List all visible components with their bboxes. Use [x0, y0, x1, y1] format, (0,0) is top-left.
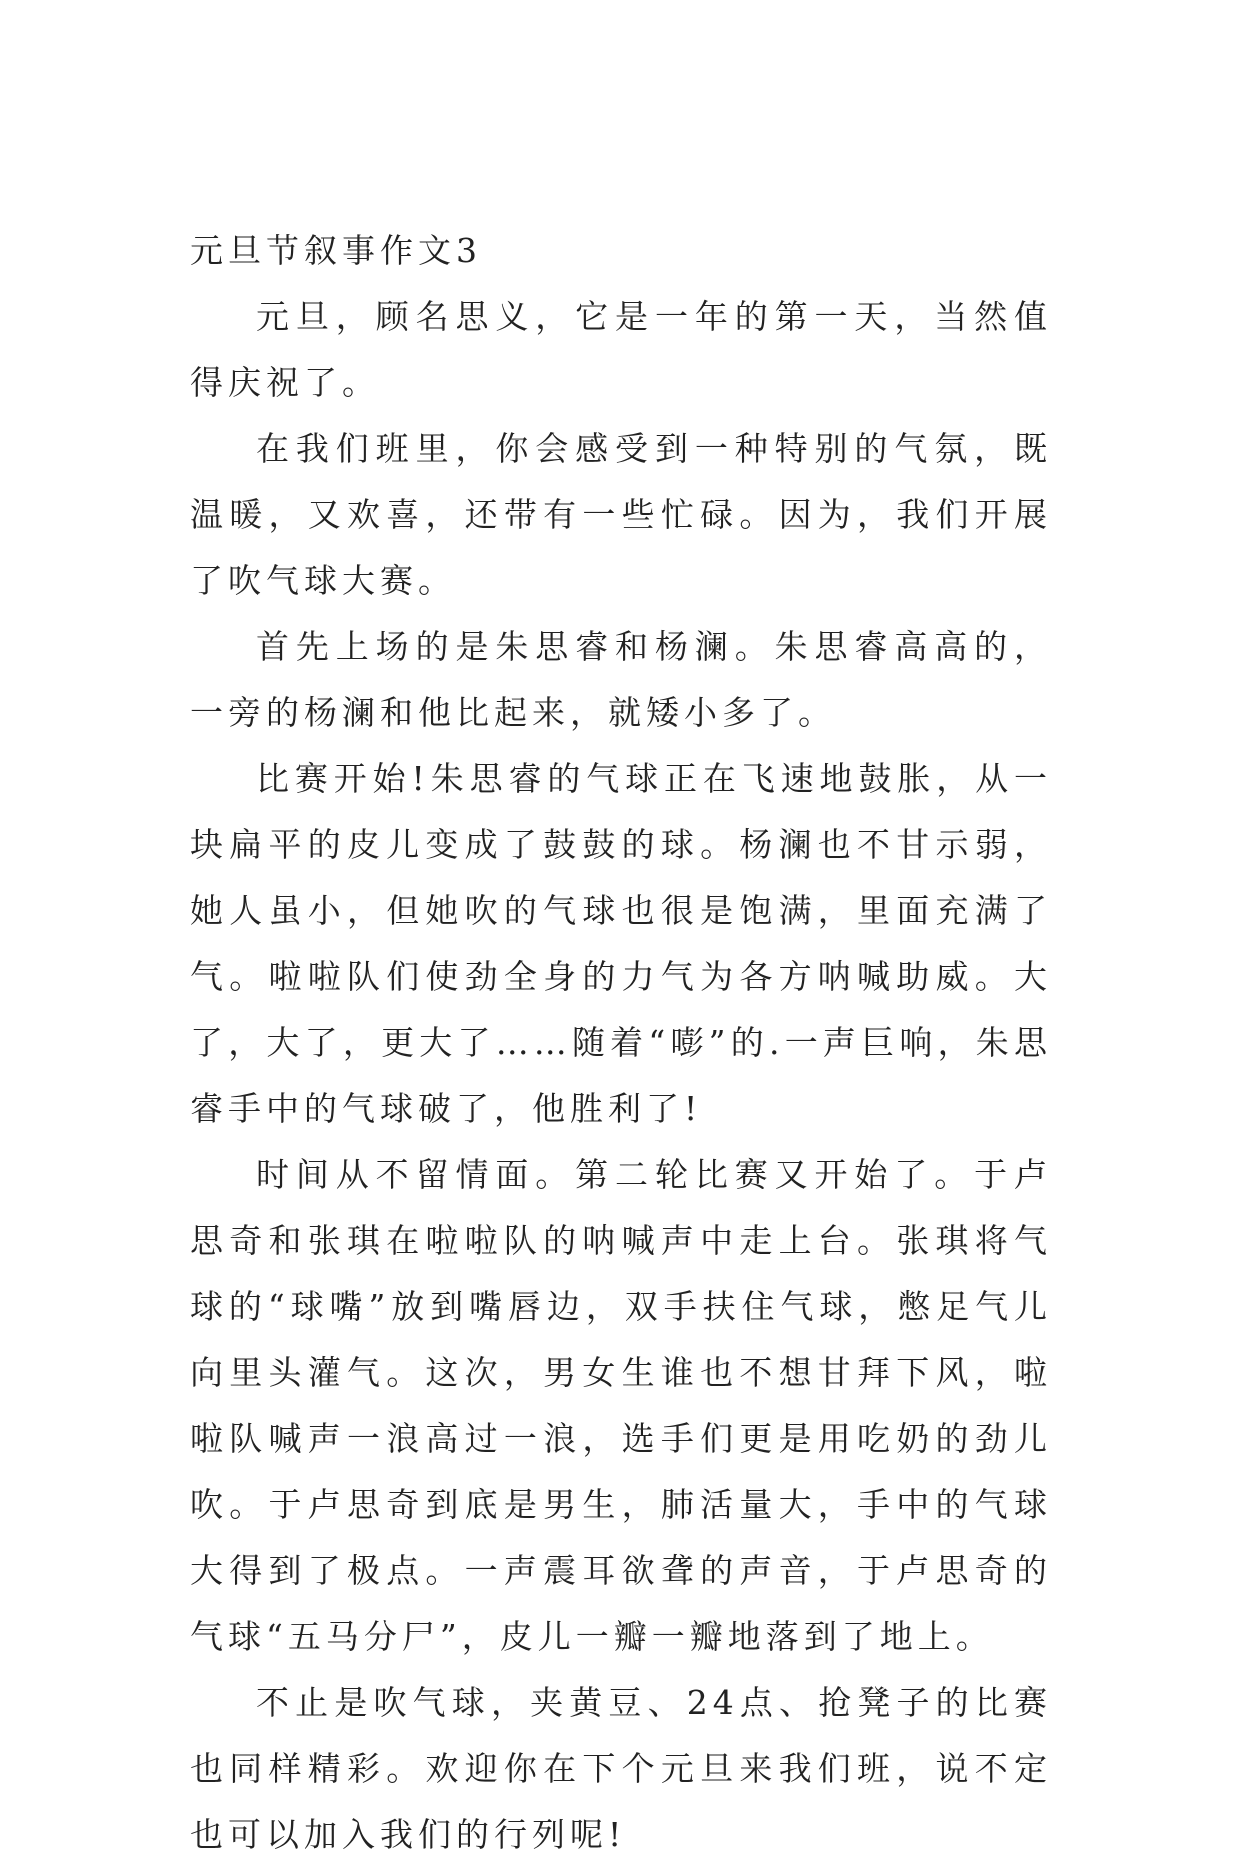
document-body — [190, 218, 1052, 1868]
paragraph-2: 在我们班里，你会感受到一种特别的气氛，既温暖，又欢喜，还带有一些忙碌。因为，我们开展了吹气球大赛。 — [190, 429, 1052, 600]
paragraph-1: 元旦，顾名思义，它是一年的第一天，当然值得庆祝了。 — [190, 297, 1052, 402]
document-title: 元旦节叙事作文3 — [190, 231, 482, 270]
paragraph-5: 时间从不留情面。第二轮比赛又开始了。于卢思奇和张琪在啦啦队的呐喊声中走上台。张琪将气球的“球嘴”放到嘴唇边，双手扶住气球，憋足气儿向里头灌气。这次，男女生谁也不想甘拜下风，啦啦队喊声一浪高过一浪，选手们更是用吃奶的劲儿吹。于卢思奇到底是男生，肺活量大，手中的气球大得到了极点。一声震耳欲聋的声音，于卢思奇的气球“五马分尸”，皮儿一瓣一瓣地落到了地上。 — [190, 1155, 1052, 1656]
paragraph-6: 不止是吹气球，夹黄豆、24点、抢凳子的比赛也同样精彩。欢迎你在下个元旦来我们班，说不定也可以加入我们的行列呢! — [190, 1683, 1052, 1854]
paragraph-3: 首先上场的是朱思睿和杨澜。朱思睿高高的，一旁的杨澜和他比起来，就矮小多了。 — [190, 627, 1052, 732]
paragraph-4: 比赛开始!朱思睿的气球正在飞速地鼓胀，从一块扁平的皮儿变成了鼓鼓的球。杨澜也不甘示弱，她人虽小，但她吹的气球也很是饱满，里面充满了气。啦啦队们使劲全身的力气为各方呐喊助威。大了，大了，更大了……随着“嘭”的.一声巨响，朱思睿手中的气球破了，他胜利了! — [190, 759, 1052, 1128]
